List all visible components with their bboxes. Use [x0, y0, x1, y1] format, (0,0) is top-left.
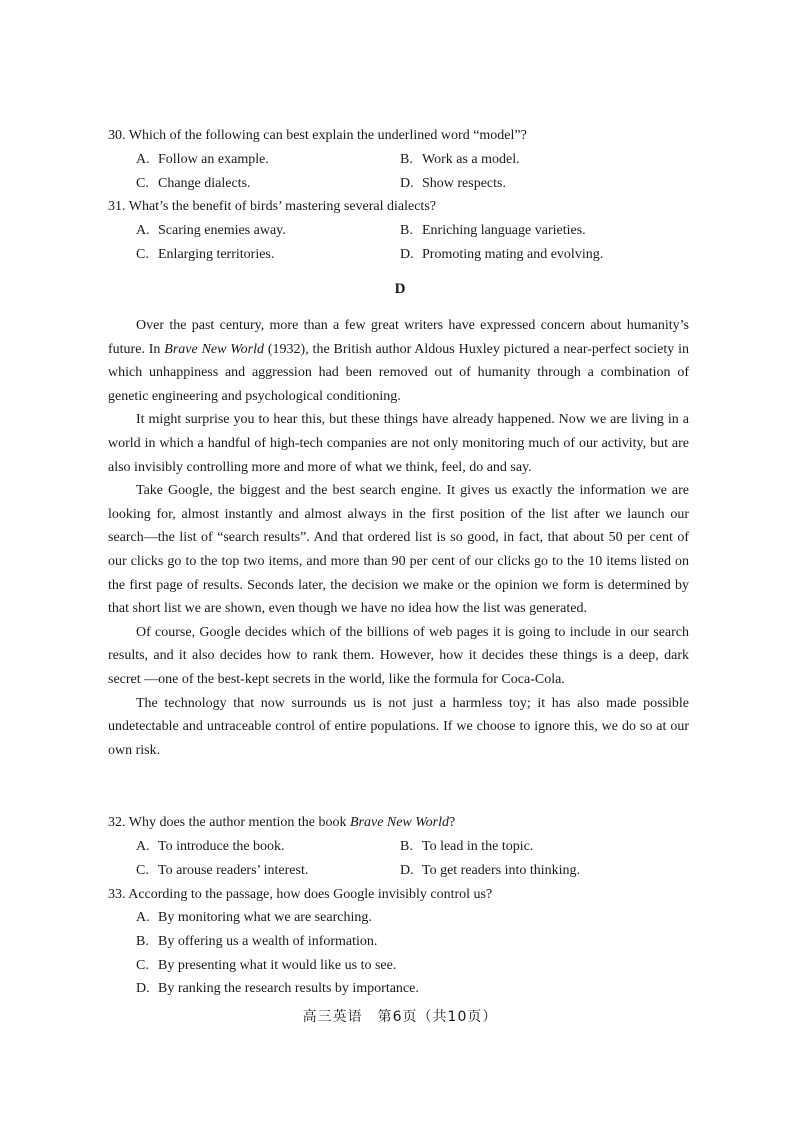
- question-30: [108, 127, 527, 145]
- option-31d: D. Promoting mating and evolving.: [400, 247, 604, 262]
- question-number: 30.: [108, 128, 126, 143]
- book-title: Brave New World: [164, 341, 265, 357]
- paragraph-5: The technology that now surrounds us is not just a harmless toy; it has also made possible undetectable and untraceable control of entire populations. If we choose to ignore this, we do so at our own risk.: [108, 695, 689, 758]
- option-30d: D. Show respects.: [400, 176, 506, 191]
- option-32d: D. To get readers into thinking.: [400, 863, 581, 878]
- option-31c: C. Enlarging territories.: [136, 247, 275, 262]
- option-32c: C. To arouse readers’ interest.: [136, 863, 309, 878]
- option-33c: C. By presenting what it would like us to see.: [136, 958, 397, 973]
- section-title: D: [394, 281, 406, 297]
- question-number: 31.: [108, 199, 126, 214]
- option-33d: D. By ranking the research results by importance.: [136, 981, 419, 996]
- option-33a: A. By monitoring what we are searching.: [136, 910, 372, 925]
- question-33: [108, 886, 492, 904]
- question-31: [108, 198, 436, 216]
- question-text: According to the passage, how does Google invisibly control us?: [128, 887, 493, 902]
- question-text: Which of the following can best explain the underlined word “model”?: [128, 128, 527, 143]
- option-31b: B. Enriching language varieties.: [400, 223, 586, 238]
- option-30c: C. Change dialects.: [136, 176, 251, 191]
- question-text: What’s the benefit of birds’ mastering several dialects?: [128, 199, 436, 214]
- book-title: Brave New World: [349, 815, 450, 830]
- passage: [108, 314, 689, 762]
- paragraph-1: Over the past century, more than a few great writers have expressed concern about humanity’s future. In Brave New World (1932), the British author Aldous Huxley pictured a near-perfect society in which unhappiness and aggression had been removed out of humanity through a combination of genetic engineering and psychological conditioning.: [108, 318, 690, 404]
- page-footer: 高三英语 第6页（共10页）: [302, 1009, 498, 1025]
- question-number: 33.: [108, 887, 126, 902]
- option-32b: B. To lead in the topic.: [400, 839, 534, 854]
- option-30b: B. Work as a model.: [400, 152, 520, 167]
- option-31a: A. Scaring enemies away.: [136, 223, 286, 238]
- question-text: Why does the author mention the book Brave New World?: [128, 815, 456, 830]
- option-30a: A. Follow an example.: [136, 152, 269, 167]
- question-32: [108, 814, 455, 832]
- paragraph-4: Of course, Google decides which of the billions of web pages it is going to include in our search results, and it also decides how to rank them. However, how it decides these things is a deep, dark secret —one of the best-kept secrets in the world, like the formula for Coca-Cola.: [108, 624, 689, 687]
- paragraph-2: It might surprise you to hear this, but these things have already happened. Now we are living in a world in which a handful of high-tech companies are not only monitoring much of our activity, but are also invisibly controlling more and more of what we think, feel, do and say.: [108, 412, 689, 475]
- option-32a: A. To introduce the book.: [136, 839, 285, 854]
- question-number: 32.: [108, 815, 126, 830]
- option-33b: B. By offering us a wealth of information.: [136, 934, 378, 949]
- paragraph-3: Take Google, the biggest and the best search engine. It gives us exactly the information we are looking for, almost instantly and almost always in the first position of the list after we launch our search—the list of “search results”. And that ordered list is so good, in fact, that about 50 per cent of our clicks go to the top two items, and more than 90 per cent of our clicks go to the 10 items listed on the first page of results. Seconds later, the decision we make or the opinion we form is determined by that short list we are shown, even though we have no idea how the list was generated.: [108, 483, 689, 617]
